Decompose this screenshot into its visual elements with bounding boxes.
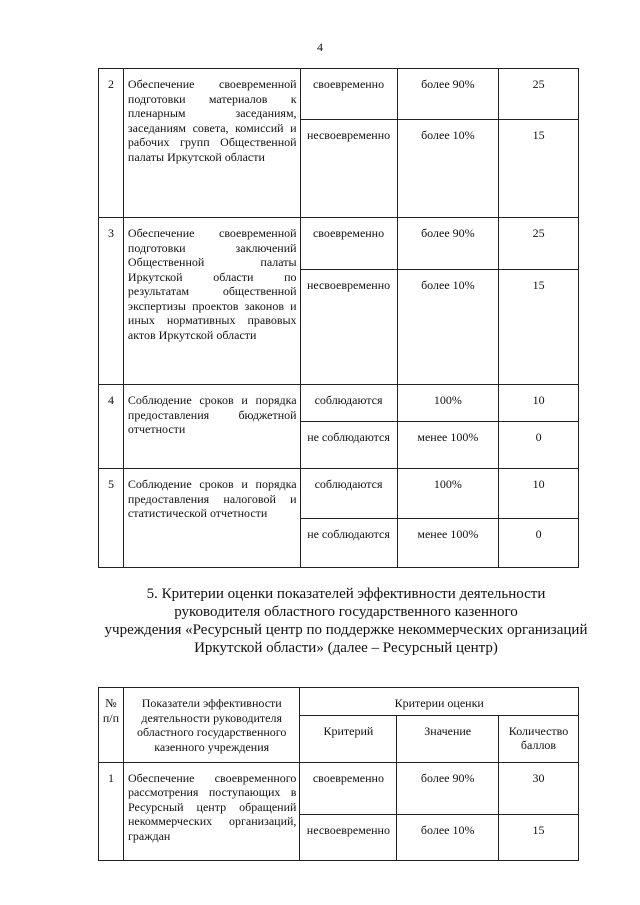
- indicator-text: Соблюдение сроков и порядка предоставления налоговой и статистической отчетности: [123, 469, 300, 568]
- row-number: 4: [99, 385, 124, 469]
- section-title-line: учреждения «Ресурсный центр по поддержке некоммерческих организаций: [104, 622, 588, 638]
- criterion-cell: не соблюдаются: [300, 422, 397, 469]
- table-row: [99, 218, 579, 270]
- points-cell: 10: [499, 385, 579, 422]
- header-value: Значение: [397, 715, 499, 762]
- criterion-cell: несвоевременно: [300, 814, 397, 860]
- indicator-text: Обеспечение своевременной подготовки заключений Общественной палаты Иркутской области по результатам общественной экспертизы проектов законов и иных нормативных правовых актов Иркутской области: [123, 218, 300, 385]
- points-cell: 25: [499, 69, 579, 120]
- points-cell: 25: [499, 218, 579, 270]
- header-criteria-group: Критерии оценки: [300, 688, 579, 716]
- points-cell: 10: [499, 469, 579, 519]
- row-number: 3: [99, 218, 124, 385]
- value-cell: более 10%: [397, 270, 499, 385]
- row-number: 2: [99, 69, 124, 218]
- criteria-table-continued: [98, 68, 579, 568]
- table-row: [99, 762, 579, 814]
- criteria-table-resource-center: [98, 687, 579, 861]
- header-num: № п/п: [99, 688, 124, 763]
- criterion-cell: соблюдаются: [300, 469, 397, 519]
- section-title-line: 5. Критерии оценки показателей эффективности деятельности: [146, 586, 546, 602]
- indicator-text: Соблюдение сроков и порядка предоставления бюджетной отчетности: [123, 385, 300, 469]
- table-row: [99, 69, 579, 120]
- value-cell: более 90%: [397, 69, 499, 120]
- table-row: [99, 469, 579, 519]
- value-cell: более 90%: [397, 218, 499, 270]
- criterion-cell: своевременно: [300, 762, 397, 814]
- points-cell: 15: [499, 120, 579, 218]
- section-title-line: Иркутской области» (далее – Ресурсный центр): [194, 640, 498, 656]
- criterion-cell: несвоевременно: [300, 120, 397, 218]
- table-header-row: [99, 688, 579, 716]
- header-criterion: Критерий: [300, 715, 397, 762]
- value-cell: более 10%: [397, 814, 499, 860]
- criterion-cell: своевременно: [300, 218, 397, 270]
- section-title-line: руководителя областного государственного казенного: [174, 604, 518, 620]
- value-cell: более 10%: [397, 120, 499, 218]
- value-cell: менее 100%: [397, 519, 499, 568]
- indicator-text: Обеспечение своевременного рассмотрения поступающих в Ресурсный центр обращений некоммерческих организаций, граждан: [123, 762, 299, 860]
- criterion-cell: своевременно: [300, 69, 397, 120]
- row-number: 1: [99, 762, 124, 860]
- indicator-text: Обеспечение своевременной подготовки материалов к пленарным заседаниям, заседаниям совета, комиссий и рабочих групп Общественной палаты Иркутской области: [123, 69, 300, 218]
- row-number: 5: [99, 469, 124, 568]
- points-cell: 0: [499, 422, 579, 469]
- value-cell: 100%: [397, 385, 499, 422]
- header-points: Количество баллов: [499, 715, 579, 762]
- criterion-cell: несвоевременно: [300, 270, 397, 385]
- value-cell: менее 100%: [397, 422, 499, 469]
- value-cell: более 90%: [397, 762, 499, 814]
- value-cell: 100%: [397, 469, 499, 519]
- points-cell: 0: [499, 519, 579, 568]
- page-number: 4: [317, 40, 323, 54]
- criterion-cell: соблюдаются: [300, 385, 397, 422]
- points-cell: 30: [499, 762, 579, 814]
- points-cell: 15: [499, 270, 579, 385]
- criterion-cell: не соблюдаются: [300, 519, 397, 568]
- header-indicator: Показатели эффективности деятельности руководителя областного государственного казенного учреждения: [123, 688, 299, 763]
- section-title: [96, 585, 596, 657]
- points-cell: 15: [499, 814, 579, 860]
- table-row: [99, 385, 579, 422]
